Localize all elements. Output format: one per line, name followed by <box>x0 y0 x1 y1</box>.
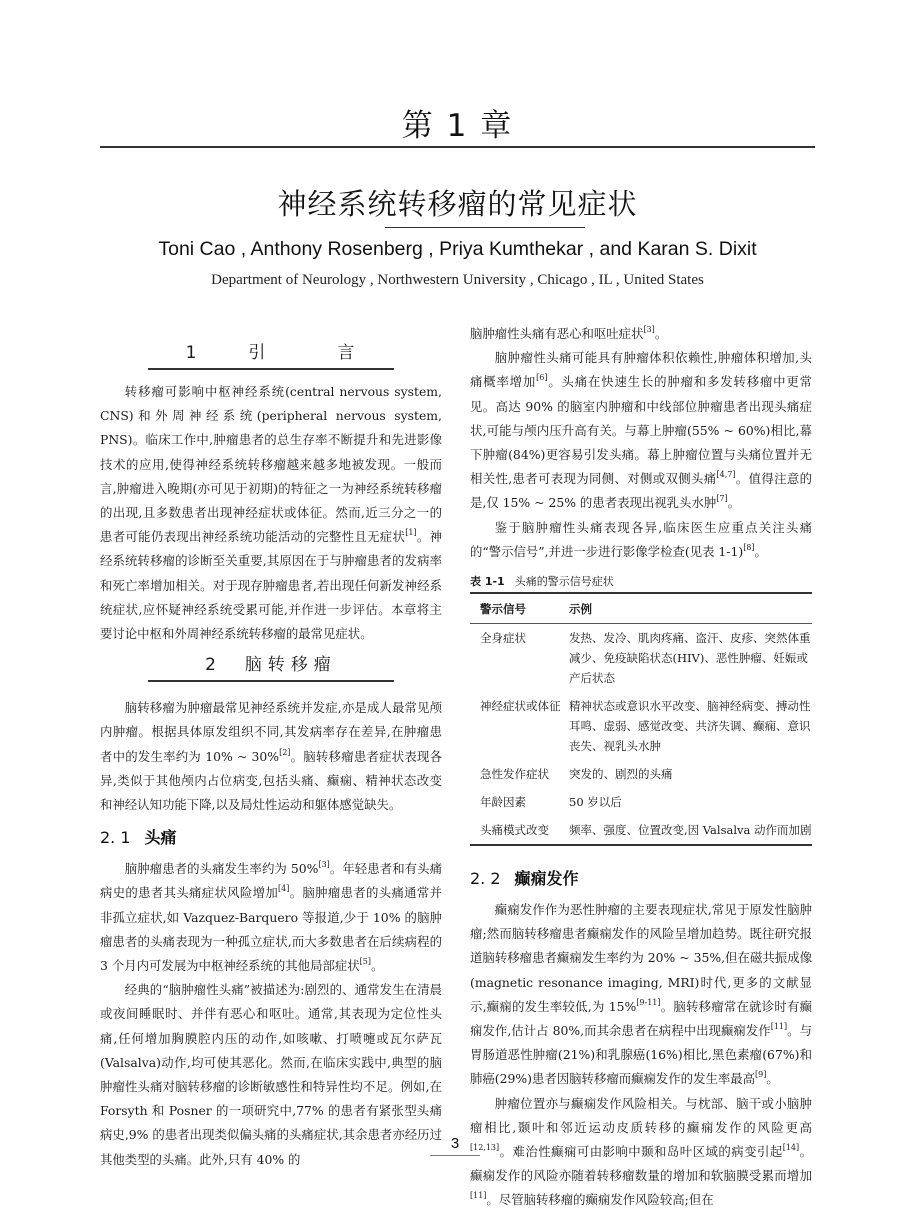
citation: [4,7] <box>716 470 736 480</box>
table-title: 头痛的警示信号症状 <box>514 575 614 589</box>
table-header-row <box>470 593 812 624</box>
paragraph: 经典的“脑肿瘤性头痛”被描述为:剧烈的、通常发生在清晨或夜间睡眠时、并伴有恶心和呕吐。通常,其表现为定位性头痛,任何增加胸膜腔内压的动作,如咳嗽、打喷嚏或瓦尔萨瓦(Valsalva)动作,均可使其恶化。然而,在临床实践中,典型的脑肿瘤性头痛对脑转移瘤的诊断敏感性和特异性均不足。例如,在 Forsyth 和 Posner 的一项研究中,77% 的患者有紧张型头痛病史,9% 的患者出现类似偏头痛的头痛症状,其余患者亦经历过其他类型的头痛。此外,只有 40% 的 <box>100 982 442 1167</box>
table-number: 表 1-1 <box>470 575 505 589</box>
citation: [12,13] <box>470 1143 500 1153</box>
table-cell: 突发的、剧烈的头痛 <box>569 767 673 782</box>
page-number-rule <box>430 1155 480 1156</box>
citation: [11] <box>770 1022 788 1032</box>
citation: [7] <box>716 494 728 504</box>
warning-signs-table <box>470 592 812 846</box>
paragraph: 脑肿瘤患者的头痛发生率约为 50%[3]。年轻患者和有头痛病史的患者其头痛症状风险增加[4]。脑肿瘤患者的头痛通常并非孤立症状,如 Vazquez-Barquero 等报道,少于 10% 的脑肿瘤患者的头痛表现为一种孤立症状,而大多数患者在后续病程的 3 个月内可发展为中枢神经系统的其他局部症状[5]。 <box>100 860 443 974</box>
subsection-title: 癫痫发作 <box>514 869 579 889</box>
section-title-part: 引 <box>248 343 268 363</box>
subsection-heading-seizures <box>470 864 812 894</box>
paragraph: 肿瘤位置亦与癫痫发作风险相关。与枕部、脑干或小脑肿瘤相比,颞叶和邻近运动皮质转移的癫痫发作的风险更高[12,13]。难治性癫痫可由影响中颞和岛叶区域的病变引起[14]。癫痫发作的风险亦随着转移瘤数量的增加和软脑膜受累而增加[11]。尽管脑转移瘤的癫痫发作风险较高;但在 <box>470 1095 813 1208</box>
paragraph-continued: 脑肿瘤性头痛有恶心和呕吐症状[3]。 <box>470 325 668 341</box>
table-row <box>470 760 812 788</box>
table-cell: 全身症状 <box>480 631 526 646</box>
section-heading-introduction <box>100 338 442 372</box>
chapter-title: 神经系统转移瘤的常见症状 <box>277 187 638 221</box>
paragraph: 转移瘤可影响中枢神经系统(central nervous system, CNS)和外周神经系统(peripheral nervous system, PNS)。临床工作中,肿瘤患者的总生存率不断提升和先进影像技术的应用,使得神经系统转移瘤越来越多地被发现。一般而言,肿瘤进入晚期(亦可见于初期)的特征之一为神经系统转移瘤的出现,且多数患者出现神经症状或体征。然而,近三分之一的患者可能仍表现出神经系统功能活动的完整性且无症状[1]。神经系统转移瘤的诊断至关重要,其原因在于与肿瘤患者的发病率和死亡率增加相关。对于现存肿瘤患者,若出现任何新发神经系统症状,应怀疑神经系统受累可能,并作进一步评估。本章将主要讨论中枢和外周神经系统转移瘤的最常见症状。 <box>100 384 443 642</box>
paragraph: 脑转移瘤为肿瘤最常见神经系统并发症,亦是成人最常见颅内肿瘤。根据具体原发组织不同,其发病率存在差异,在肿瘤患者中的发生率约为 10% ~ 30%[2]。脑转移瘤患者症状表现各异,类似于其他颅内占位病变,包括头痛、癫痫、精神状态改变和神经认知功能下降,以及局灶性运动和躯体感觉缺失。 <box>100 700 443 813</box>
citation: [11] <box>470 1191 487 1201</box>
citation: [3] <box>318 860 330 870</box>
subsection-number: 2. 1 <box>100 828 131 848</box>
page-number: 3 <box>450 1135 460 1152</box>
subsection-title: 头痛 <box>144 828 177 848</box>
table-cell: 精神状态或意识水平改变、脑神经病变、搏动性耳鸣、虚弱、感觉改变、共济失调、癫痫、意识丧失、视乳头水肿 <box>569 699 811 754</box>
citation: [3] <box>643 325 655 334</box>
citation: [2] <box>279 747 291 757</box>
section-number: 2 <box>205 655 222 676</box>
chapter-label: 第 1 章 <box>401 108 514 144</box>
table-cell: 50 岁以后 <box>569 795 622 810</box>
table-cell: 急性发作症状 <box>480 767 549 782</box>
table-caption <box>470 572 812 592</box>
subsection-heading-headache <box>100 823 442 853</box>
citation: [14] <box>782 1143 800 1153</box>
section-title-part: 言 <box>337 343 357 363</box>
table-cell: 神经症状或体征 <box>480 699 561 714</box>
table-cell: 年龄因素 <box>480 795 526 810</box>
citation: [8] <box>743 542 755 552</box>
table-row <box>470 788 812 816</box>
right-column <box>470 322 812 1213</box>
citation: [1] <box>405 528 417 538</box>
table-cell: 发热、发冷、肌肉疼痛、盗汗、皮疹、突然体重减少、免疫缺陷状态(HIV)、恶性肿瘤、妊娠或产后状态 <box>569 631 811 686</box>
table-cell: 头痛模式改变 <box>470 816 565 845</box>
affiliation: Department of Neurology , Northwestern University , Chicago , IL , United States <box>211 272 704 288</box>
section-rule <box>148 680 394 682</box>
citation: [9-11] <box>636 997 661 1007</box>
chapter-rule <box>100 146 815 148</box>
subsection-number: 2. 2 <box>470 869 501 889</box>
title-rule <box>385 227 585 228</box>
citation: [5] <box>359 957 371 967</box>
table-row <box>470 692 812 760</box>
paragraph: 鉴于脑肿瘤性头痛表现各异,临床医生应重点关注头痛的“警示信号”,并进一步进行影像学检查(见表 1-1)[8]。 <box>470 519 812 559</box>
left-column <box>100 320 442 1172</box>
authors: Toni Cao , Anthony Rosenberg , Priya Kumthekar , and Karan S. Dixit <box>158 238 757 260</box>
table-row <box>470 816 812 845</box>
citation: [4] <box>278 884 290 894</box>
table-cell: 频率、强度、位置改变,因 Valsalva 动作而加剧 <box>565 816 812 845</box>
table-row <box>470 624 812 693</box>
section-heading-brain-metastases <box>100 650 442 684</box>
column-header: 示例 <box>565 593 812 624</box>
citation: [9] <box>755 1070 767 1080</box>
paragraph: 脑肿瘤性头痛可能具有肿瘤体积依赖性,肿瘤体积增加,头痛概率增加[6]。头痛在快速生长的肿瘤和多发转移瘤中更常见。高达 90% 的脑室内肿瘤和中线部位肿瘤患者出现头痛症状,可能与颅内压升高有关。与幕上肿瘤(55% ~ 60%)相比,幕下肿瘤(84%)更容易引发头痛。幕上肿瘤位置与头痛位置并无相关性,患者可表现为同侧、对侧或双侧头痛[4,7]。值得注意的是,仅 15% ~ 25% 的患者表现出视乳头水肿[7]。 <box>470 350 813 511</box>
section-title: 脑转移瘤 <box>244 655 337 676</box>
section-number: 1 <box>185 343 199 363</box>
column-header: 警示信号 <box>470 593 565 624</box>
section-rule <box>148 368 394 370</box>
citation: [6] <box>536 373 548 383</box>
paragraph: 癫痫发作作为恶性肿瘤的主要表现症状,常见于原发性脑肿瘤;然而脑转移瘤患者癫痫发作的风险呈增加趋势。既往研究报道脑转移瘤患者癫痫发生率约为 20% ~ 35%,但在磁共振成像(magnetic resonance imaging, MRI)时代,更多的文献显示,癫痫的发生率较低,为 15%[9-11]。脑转移瘤常在就诊时有癫痫发作,估计占 80%,而其余患者在病程中出现癫痫发作[11]。与胃肠道恶性肿瘤(21%)和乳腺癌(16%)相比,黑色素瘤(67%)和肺癌(29%)患者因脑转移瘤而癫痫发作的发生率最高[9]。 <box>470 902 813 1087</box>
